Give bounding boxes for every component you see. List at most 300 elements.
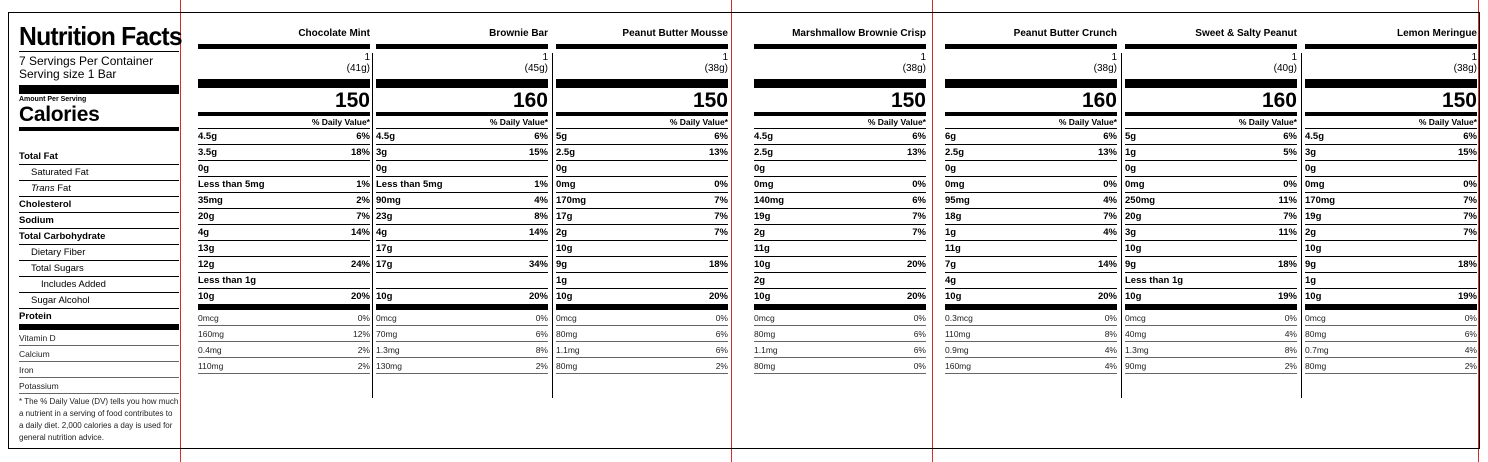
serving-grams: (38g) xyxy=(704,63,728,74)
nutrient-amount: 20g xyxy=(198,211,215,222)
vitamin-label: Calcium xyxy=(19,346,179,362)
nutrient-amount: 6g xyxy=(945,131,957,142)
column-divider xyxy=(1121,53,1122,398)
nutrient-label: Dietary Fiber xyxy=(19,245,179,261)
product-column xyxy=(1125,27,1297,374)
daily-value-header: % Daily Value* xyxy=(945,116,1117,129)
rule-bar xyxy=(1125,79,1297,88)
vitamin-label: Iron xyxy=(19,362,179,378)
nutrition-panel xyxy=(8,12,1480,449)
nutrient-row xyxy=(1125,161,1297,177)
column-divider xyxy=(552,53,553,398)
nutrient-amount: 4g xyxy=(945,275,957,286)
calories-value: 160 xyxy=(1081,89,1117,112)
amount-per-serving: Amount Per Serving xyxy=(19,96,87,103)
nutrient-row xyxy=(198,129,370,145)
vitamin-row xyxy=(754,342,926,358)
product-column xyxy=(1305,27,1477,374)
vitamin-row xyxy=(556,326,728,342)
vitamin-row xyxy=(1305,310,1477,326)
nutrient-amount: 0mg xyxy=(945,179,965,190)
nutrient-amount: 95mg xyxy=(945,195,970,206)
rule-bar xyxy=(198,79,370,88)
nutrient-row xyxy=(376,241,548,257)
vitamin-dv: 6% xyxy=(535,329,548,339)
vitamin-dv: 0% xyxy=(1284,313,1297,323)
nutrient-row xyxy=(198,177,370,193)
product-name: Lemon Meringue xyxy=(1396,28,1477,39)
nutrient-row xyxy=(198,161,370,177)
vitamin-row xyxy=(945,342,1117,358)
vitamin-dv: 2% xyxy=(1284,361,1297,371)
nutrient-dv: 7% xyxy=(912,211,926,222)
nutrient-label: Total Carbohydrate xyxy=(19,229,179,245)
vitamin-amount: 80mg xyxy=(556,361,578,371)
nutrient-dv: 20% xyxy=(1097,291,1117,302)
nutrient-row xyxy=(945,177,1117,193)
servings-count: 1 xyxy=(1291,52,1297,63)
nutrient-dv: 7% xyxy=(1463,227,1477,238)
nutrient-row xyxy=(945,241,1117,257)
vitamin-amount: 1.1mg xyxy=(556,345,580,355)
nutrient-amount: 2g xyxy=(1305,227,1317,238)
vitamin-dv: 4% xyxy=(1104,361,1117,371)
nutrient-amount: 0g xyxy=(376,163,388,174)
product-column xyxy=(556,27,728,374)
nutrient-row xyxy=(1305,225,1477,241)
nutrient-dv: 14% xyxy=(350,227,370,238)
nutrient-label: Cholesterol xyxy=(19,197,179,213)
nutrient-dv: 0% xyxy=(912,179,926,190)
nutrient-amount: 9g xyxy=(556,259,568,270)
vitamin-row xyxy=(1305,342,1477,358)
nutrient-row xyxy=(198,209,370,225)
nutrient-row xyxy=(754,257,926,273)
nutrient-amount: 170mg xyxy=(1305,195,1336,206)
nutrient-amount: 0g xyxy=(754,163,766,174)
nutrient-dv: 14% xyxy=(528,227,548,238)
vitamin-dv: 8% xyxy=(1284,345,1297,355)
vitamin-dv: 2% xyxy=(535,361,548,371)
nutrient-dv: 7% xyxy=(356,211,370,222)
nutrient-label: Sodium xyxy=(19,213,179,229)
nutrient-row xyxy=(754,161,926,177)
nutrient-dv: 34% xyxy=(528,259,548,270)
nutrient-row xyxy=(945,257,1117,273)
vitamin-row xyxy=(1125,310,1297,326)
serving-grams: (41g) xyxy=(346,63,370,74)
nutrient-amount: 19g xyxy=(754,211,771,222)
nutrient-row xyxy=(754,289,926,305)
nutrient-amount: 20g xyxy=(1125,211,1142,222)
product-name: Sweet & Salty Peanut xyxy=(1195,28,1297,39)
vitamin-dv: 8% xyxy=(535,345,548,355)
calories-label: Calories xyxy=(19,103,100,126)
nutrient-amount: 23g xyxy=(376,211,393,222)
nutrient-amount: 17g xyxy=(376,243,393,254)
nutrient-amount: 5g xyxy=(556,131,568,142)
nutrient-row xyxy=(1125,209,1297,225)
nutrient-amount: 0mg xyxy=(754,179,774,190)
vitamin-amount: 130mg xyxy=(376,361,402,371)
nutrient-dv: 4% xyxy=(1103,195,1117,206)
nutrient-row xyxy=(1305,241,1477,257)
vitamin-amount: 0.9mg xyxy=(945,345,969,355)
nutrient-amount: 12g xyxy=(198,259,215,270)
nutrient-amount: 10g xyxy=(754,259,771,270)
column-divider xyxy=(372,53,373,398)
nutrient-row xyxy=(754,145,926,161)
serving-size: Serving size 1 Bar xyxy=(19,67,117,81)
nutrient-row xyxy=(1305,193,1477,209)
nutrient-dv: 18% xyxy=(708,259,728,270)
nutrient-dv: 0% xyxy=(1463,179,1477,190)
vitamin-dv: 0% xyxy=(913,313,926,323)
vitamin-amount: 110mg xyxy=(198,361,224,371)
nutrient-amount: 0g xyxy=(1125,163,1137,174)
nutrient-row xyxy=(1125,257,1297,273)
calories-value: 150 xyxy=(334,89,370,112)
nutrient-row xyxy=(1125,145,1297,161)
calories-value: 160 xyxy=(512,89,548,112)
vitamin-amount: 0mcg xyxy=(754,313,775,323)
nutrient-row xyxy=(376,273,548,289)
nutrient-dv: 6% xyxy=(1463,131,1477,142)
nutrient-row xyxy=(1125,241,1297,257)
vitamin-amount: 1.1mg xyxy=(754,345,778,355)
vitamin-row xyxy=(376,358,548,374)
nutrient-row xyxy=(945,145,1117,161)
nutrient-dv: 20% xyxy=(906,291,926,302)
nutrient-row xyxy=(556,177,728,193)
calories-value: 150 xyxy=(890,89,926,112)
nutrient-amount: 0mg xyxy=(556,179,576,190)
nutrient-row xyxy=(1125,289,1297,305)
vitamin-row xyxy=(1125,326,1297,342)
nutrient-row xyxy=(556,273,728,289)
vitamin-row xyxy=(376,326,548,342)
vitamin-row xyxy=(376,310,548,326)
nutrient-row xyxy=(945,129,1117,145)
vitamin-dv: 0% xyxy=(1104,313,1117,323)
nutrient-row xyxy=(1125,193,1297,209)
nutrient-dv: 1% xyxy=(356,179,370,190)
nutrient-label: Protein xyxy=(19,309,179,325)
nutrient-dv: 7% xyxy=(1463,195,1477,206)
daily-value-header: % Daily Value* xyxy=(556,116,728,129)
nutrient-amount: Less than 5mg xyxy=(376,179,443,190)
nutrient-dv: 7% xyxy=(1103,211,1117,222)
servings-count: 1 xyxy=(364,52,370,63)
nutrient-row xyxy=(1125,225,1297,241)
nutrient-amount: 9g xyxy=(1305,259,1317,270)
nutrient-row xyxy=(198,145,370,161)
nutrient-row xyxy=(556,161,728,177)
daily-value-header: % Daily Value* xyxy=(1305,116,1477,129)
servings-per-container: 7 Servings Per Container xyxy=(19,54,154,68)
nutrient-row xyxy=(945,225,1117,241)
vitamin-dv: 2% xyxy=(357,345,370,355)
vitamin-amount: 80mg xyxy=(754,329,776,339)
nutrient-row xyxy=(556,257,728,273)
nutrient-row xyxy=(556,129,728,145)
nutrient-label: Sugar Alcohol xyxy=(19,293,179,309)
nutrient-label: Includes Added xyxy=(19,277,179,293)
nutrient-label: Total Fat xyxy=(19,149,179,165)
rule-bar xyxy=(376,79,548,88)
nutrient-amount: 3g xyxy=(376,147,388,158)
product-column xyxy=(376,27,548,374)
vitamin-dv: 4% xyxy=(1104,345,1117,355)
nutrient-row xyxy=(1305,257,1477,273)
nutrient-row xyxy=(198,193,370,209)
nutrient-row xyxy=(945,161,1117,177)
nutrient-amount: 13g xyxy=(198,243,215,254)
nutrient-dv: 6% xyxy=(714,131,728,142)
nutrient-row xyxy=(1125,177,1297,193)
serving-grams: (38g) xyxy=(1093,63,1117,74)
nutrient-dv: 14% xyxy=(1097,259,1117,270)
servings-count: 1 xyxy=(1471,52,1477,63)
nutrient-row xyxy=(1305,209,1477,225)
product-name: Peanut Butter Crunch xyxy=(1013,28,1117,39)
nutrient-dv: 5% xyxy=(1283,147,1297,158)
vitamin-dv: 0% xyxy=(357,313,370,323)
nutrient-row xyxy=(556,209,728,225)
vitamin-amount: 110mg xyxy=(945,329,971,339)
nutrient-amount: 90mg xyxy=(376,195,401,206)
nutrient-amount: 2g xyxy=(556,227,568,238)
nutrient-row xyxy=(376,177,548,193)
nutrient-amount: 9g xyxy=(1125,259,1137,270)
daily-value-header: % Daily Value* xyxy=(754,116,926,129)
nutrient-dv: 24% xyxy=(350,259,370,270)
nutrient-dv: 6% xyxy=(912,131,926,142)
vitamin-row xyxy=(754,358,926,374)
nutrient-row xyxy=(945,289,1117,305)
vitamin-dv: 6% xyxy=(913,329,926,339)
daily-value-header: % Daily Value* xyxy=(1125,116,1297,129)
vitamin-amount: 160mg xyxy=(945,361,971,371)
vitamin-row xyxy=(754,310,926,326)
nutrient-amount: 140mg xyxy=(754,195,785,206)
vitamin-label: Vitamin D xyxy=(19,330,179,346)
nutrient-row xyxy=(754,177,926,193)
nutrient-amount: 2.5g xyxy=(754,147,774,158)
nutrient-dv: 20% xyxy=(528,291,548,302)
vitamin-dv: 12% xyxy=(352,329,370,339)
nutrient-dv: 1% xyxy=(534,179,548,190)
vitamin-row xyxy=(1305,358,1477,374)
nutrient-dv: 6% xyxy=(1103,131,1117,142)
vitamin-dv: 4% xyxy=(1284,329,1297,339)
nutrient-amount: 1g xyxy=(1305,275,1317,286)
nutrient-amount: Less than 1g xyxy=(1125,275,1184,286)
vitamin-amount: 160mg xyxy=(198,329,224,339)
nutrient-amount: 11g xyxy=(945,243,961,254)
vitamin-dv: 8% xyxy=(1104,329,1117,339)
vitamin-row xyxy=(754,326,926,342)
nutrient-amount: 4.5g xyxy=(198,131,218,142)
nutrient-dv: 18% xyxy=(1457,259,1477,270)
nutrient-row xyxy=(556,145,728,161)
nutrient-amount: 18g xyxy=(945,211,962,222)
nutrient-amount: 10g xyxy=(1125,243,1142,254)
nutrient-row xyxy=(754,193,926,209)
nutrient-amount: 0g xyxy=(945,163,957,174)
nutrient-amount: 1g xyxy=(945,227,957,238)
rule-bar xyxy=(1305,79,1477,88)
nutrient-dv: 18% xyxy=(350,147,370,158)
vitamin-amount: 0mcg xyxy=(198,313,219,323)
serving-info xyxy=(945,49,1117,73)
nutrient-amount: 11g xyxy=(754,243,770,254)
nutrient-amount: 2.5g xyxy=(556,147,576,158)
nutrient-amount: 1g xyxy=(1125,147,1137,158)
nutrient-label: Total Sugars xyxy=(19,261,179,277)
nutrient-amount: 17g xyxy=(376,259,393,270)
serving-info xyxy=(198,49,370,73)
nutrient-row xyxy=(556,225,728,241)
nutrient-amount: 2g xyxy=(754,275,766,286)
nutrient-amount: 0g xyxy=(1305,163,1317,174)
nutrient-amount: 35mg xyxy=(198,195,223,206)
nutrient-dv: 11% xyxy=(1278,195,1297,206)
nutrient-amount: 5g xyxy=(1125,131,1137,142)
nutrient-amount: 10g xyxy=(556,243,573,254)
vitamin-amount: 70mg xyxy=(376,329,398,339)
product-name: Brownie Bar xyxy=(489,28,548,39)
rule-bar xyxy=(754,79,926,88)
nutrient-amount: 3g xyxy=(1125,227,1137,238)
vitamin-dv: 4% xyxy=(1464,345,1477,355)
nutrient-dv: 11% xyxy=(1278,227,1297,238)
servings-count: 1 xyxy=(542,52,548,63)
nutrient-row xyxy=(198,257,370,273)
nutrient-dv: 2% xyxy=(356,195,370,206)
nutrient-amount: Less than 5mg xyxy=(198,179,265,190)
nutrient-row xyxy=(754,241,926,257)
daily-value-header: % Daily Value* xyxy=(198,116,370,129)
nutrient-row xyxy=(754,273,926,289)
nutrient-amount: 2g xyxy=(754,227,766,238)
nutrient-amount: 0mg xyxy=(1125,179,1145,190)
vitamin-dv: 2% xyxy=(357,361,370,371)
servings-count: 1 xyxy=(1111,52,1117,63)
calories-value: 150 xyxy=(692,89,728,112)
vitamin-row xyxy=(556,310,728,326)
vitamin-amount: 80mg xyxy=(1305,361,1327,371)
nutrient-amount: 7g xyxy=(945,259,957,270)
serving-grams: (38g) xyxy=(902,63,926,74)
nutrient-row xyxy=(376,193,548,209)
vitamin-row xyxy=(945,310,1117,326)
nutrient-dv: 13% xyxy=(906,147,926,158)
vitamin-dv: 0% xyxy=(535,313,548,323)
serving-info xyxy=(754,49,926,73)
vitamin-dv: 6% xyxy=(1464,329,1477,339)
nutrient-label-list xyxy=(19,149,179,325)
vitamin-amount: 0.4mg xyxy=(198,345,222,355)
label-column xyxy=(19,21,182,444)
vitamin-row xyxy=(1125,342,1297,358)
serving-info xyxy=(376,49,548,73)
nutrient-row xyxy=(754,209,926,225)
nutrient-amount: 10g xyxy=(1125,291,1142,302)
product-name: Marshmallow Brownie Crisp xyxy=(792,28,926,39)
nutrition-facts-title: Nutrition Facts xyxy=(19,21,182,51)
rule-bar xyxy=(556,79,728,88)
nutrient-dv: 0% xyxy=(714,179,728,190)
nutrient-dv: 6% xyxy=(534,131,548,142)
nutrient-amount: 3g xyxy=(1305,147,1317,158)
vitamin-amount: 0mcg xyxy=(1125,313,1146,323)
product-name: Chocolate Mint xyxy=(298,28,370,39)
vitamin-row xyxy=(1125,358,1297,374)
vitamin-dv: 6% xyxy=(715,329,728,339)
product-column xyxy=(754,27,926,374)
nutrient-amount: 250mg xyxy=(1125,195,1156,206)
nutrient-amount: 170mg xyxy=(556,195,587,206)
nutrient-amount: 0mg xyxy=(1305,179,1325,190)
servings-count: 1 xyxy=(722,52,728,63)
nutrient-row xyxy=(1305,129,1477,145)
serving-info xyxy=(1125,49,1297,73)
nutrient-dv: 4% xyxy=(534,195,548,206)
vitamin-row xyxy=(198,326,370,342)
nutrient-amount: 10g xyxy=(754,291,771,302)
nutrient-row xyxy=(556,193,728,209)
nutrient-dv: 7% xyxy=(1463,211,1477,222)
nutrient-row xyxy=(376,225,548,241)
nutrient-row xyxy=(945,273,1117,289)
vitamin-dv: 2% xyxy=(715,361,728,371)
vitamin-amount: 80mg xyxy=(754,361,776,371)
nutrient-row xyxy=(376,129,548,145)
nutrient-dv: 7% xyxy=(714,227,728,238)
vitamin-amount: 0.3mcg xyxy=(945,313,973,323)
nutrient-row xyxy=(198,289,370,305)
vitamin-amount: 40mg xyxy=(1125,329,1147,339)
column-divider xyxy=(1301,53,1302,398)
serving-grams: (45g) xyxy=(524,63,548,74)
nutrient-row xyxy=(1305,273,1477,289)
nutrient-amount: 3.5g xyxy=(198,147,218,158)
vitamin-dv: 0% xyxy=(715,313,728,323)
nutrient-row xyxy=(198,241,370,257)
serving-info xyxy=(556,49,728,73)
vitamin-dv: 0% xyxy=(913,361,926,371)
vitamin-dv: 2% xyxy=(1464,361,1477,371)
nutrient-amount: 4.5g xyxy=(376,131,396,142)
nutrient-row xyxy=(376,145,548,161)
nutrient-dv: 19% xyxy=(1277,291,1297,302)
nutrient-amount: 10g xyxy=(556,291,573,302)
vitamin-amount: 80mg xyxy=(556,329,578,339)
nutrient-amount: 17g xyxy=(556,211,573,222)
nutrient-row xyxy=(376,161,548,177)
nutrient-dv: 7% xyxy=(714,211,728,222)
nutrient-amount: 10g xyxy=(945,291,962,302)
nutrient-amount: 1g xyxy=(556,275,568,286)
nutrient-label: Saturated Fat xyxy=(19,165,179,181)
daily-value-header: % Daily Value* xyxy=(376,116,548,129)
servings-count: 1 xyxy=(920,52,926,63)
vitamin-row xyxy=(198,342,370,358)
nutrient-dv: 18% xyxy=(1277,259,1297,270)
vitamin-amount: 80mg xyxy=(1305,329,1327,339)
nutrient-row xyxy=(754,225,926,241)
